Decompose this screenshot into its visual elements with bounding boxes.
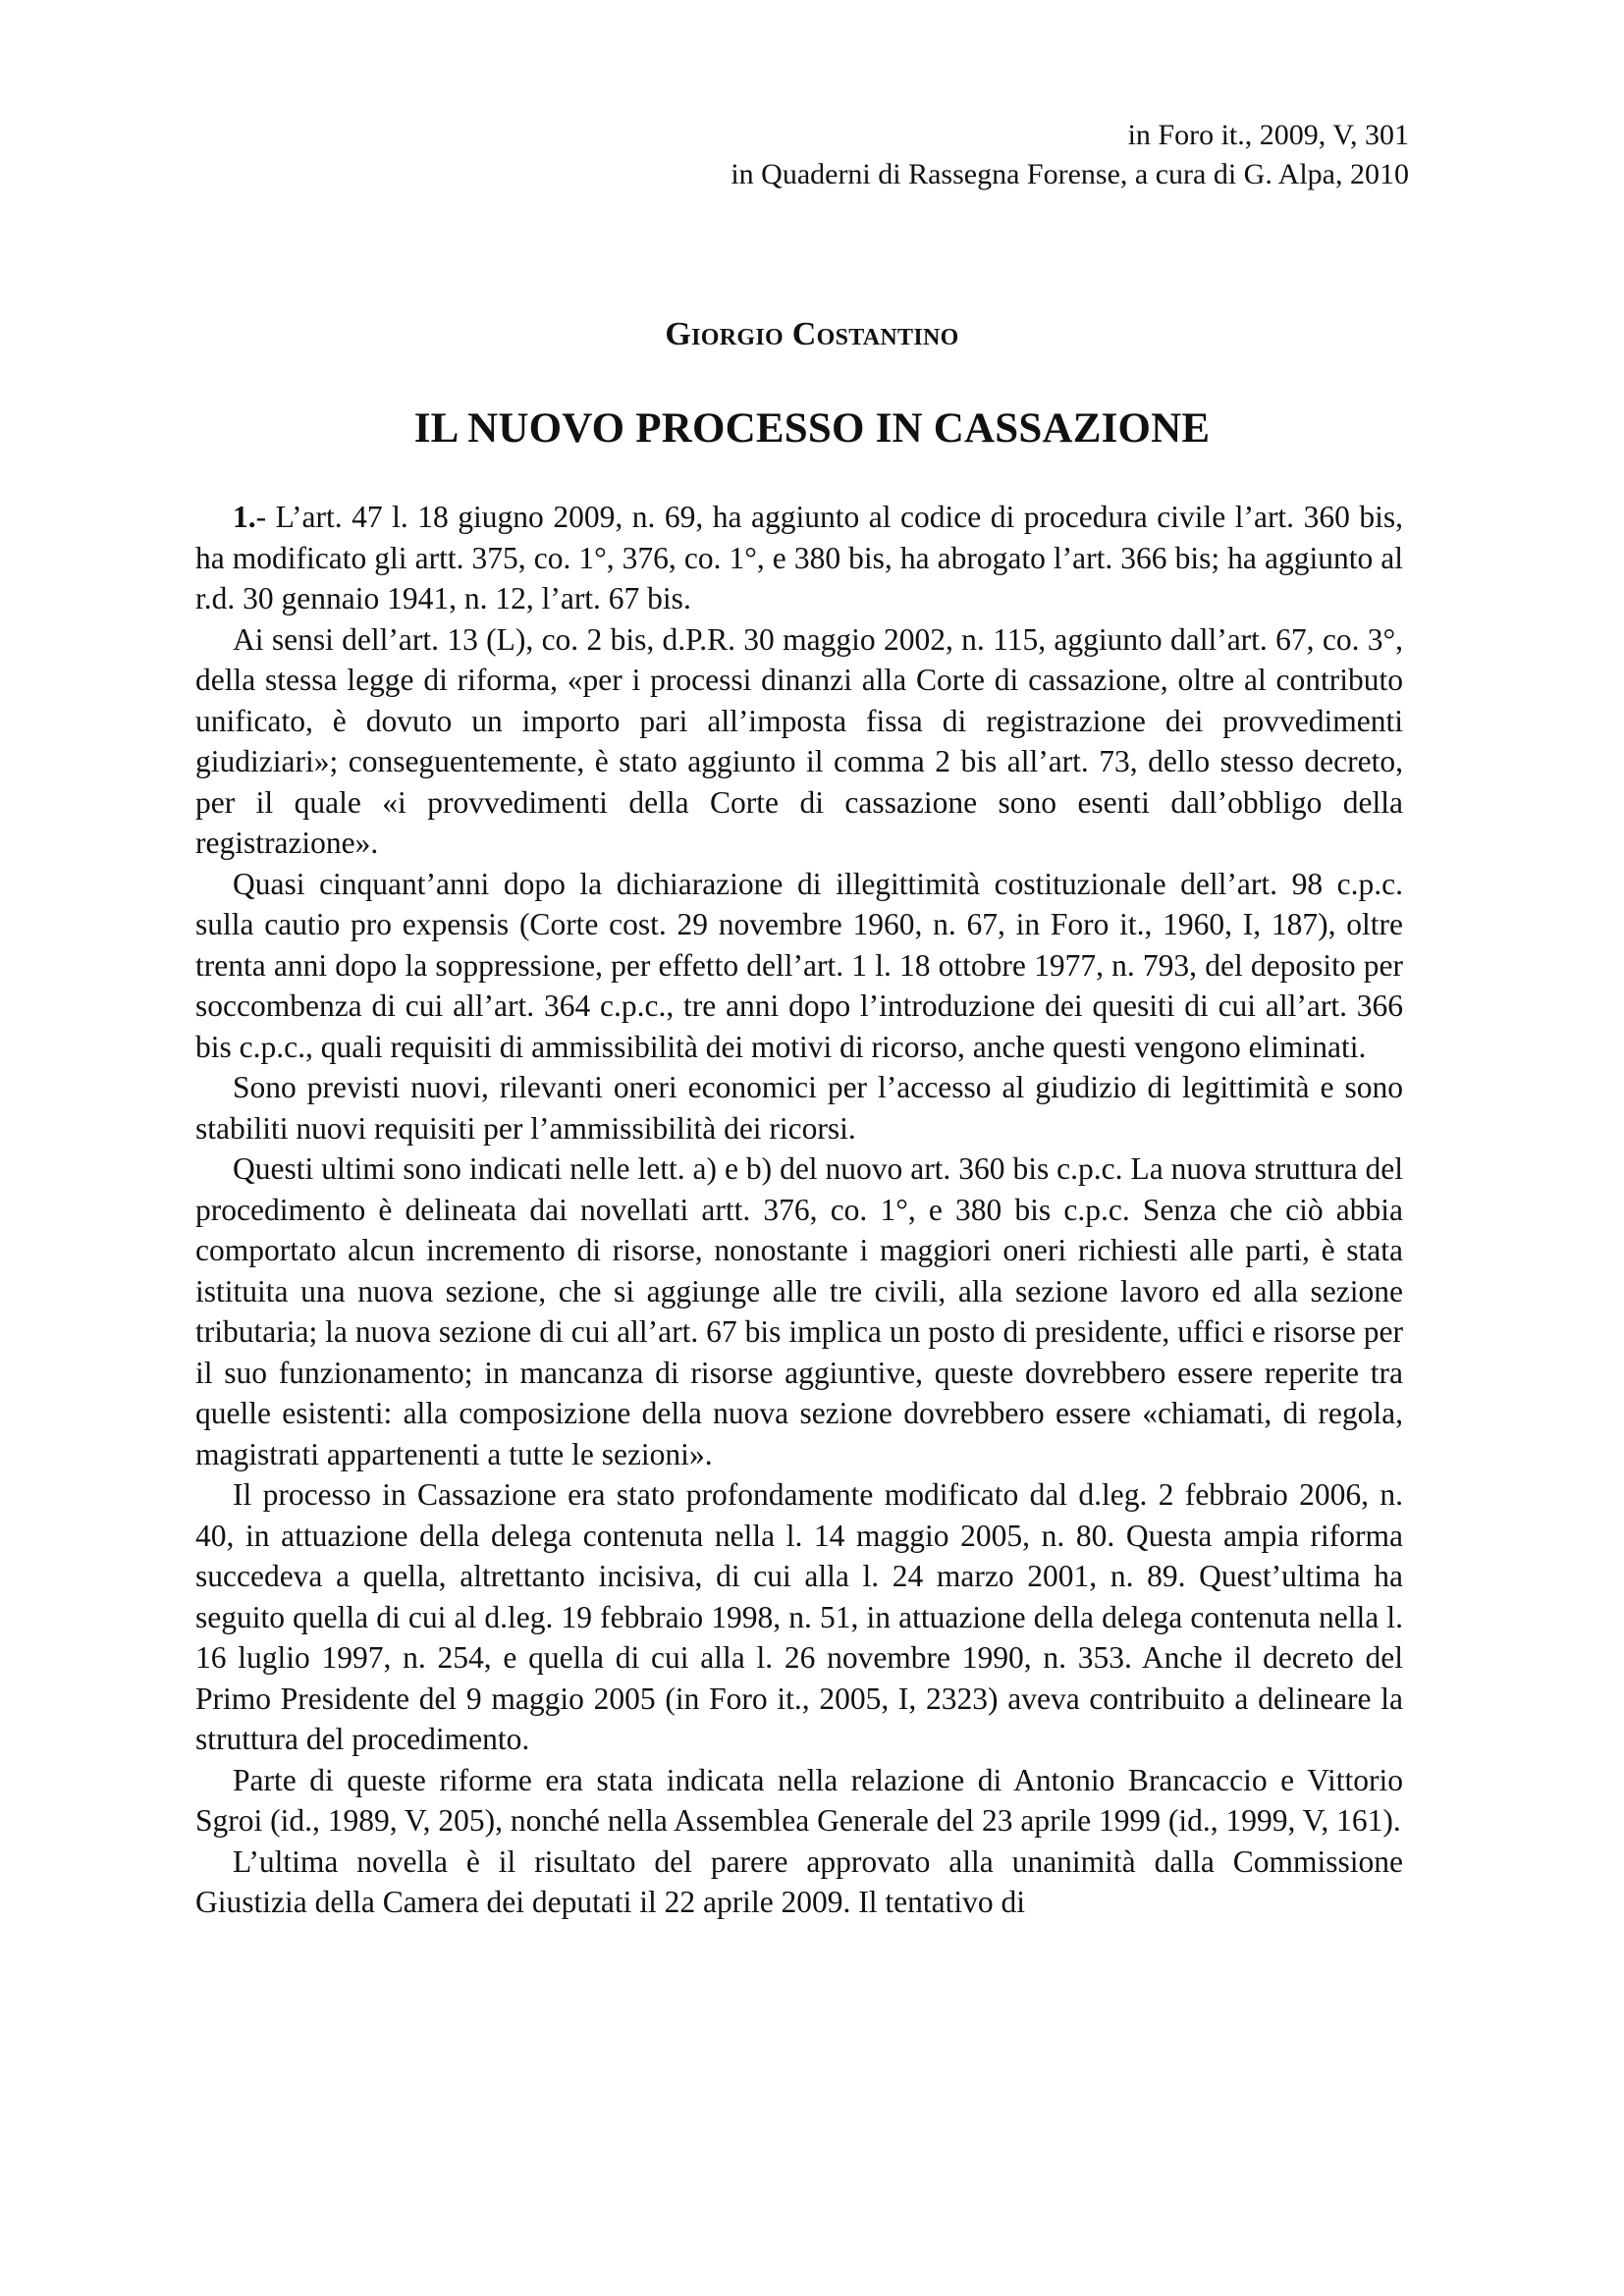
article-title: IL NUOVO PROCESSO IN CASSAZIONE <box>413 405 1211 452</box>
section-number: 1. <box>233 500 256 534</box>
citation-line-foro: in Foro it., 2009, V, 301 <box>1127 119 1409 151</box>
paragraph-4: Sono previsti nuovi, rilevanti oneri economici per l’accesso al giudizio di legittimità e sono stabiliti nuovi requisiti per l’ammissibilità dei ricorsi. <box>195 1070 1403 1146</box>
citation-block <box>731 116 1409 194</box>
citation-line-quaderni: in Quaderni di Rassegna Forense, a cura di G. Alpa, 2010 <box>731 158 1409 190</box>
paragraph-1 <box>195 497 1403 619</box>
paragraph-5: Questi ultimi sono indicati nelle lett. a) e b) del nuovo art. 360 bis c.p.c. La nuova struttura del procedimento è delineata dai novellati artt. 376, co. 1°, e 380 bis c.p.c. Senza che ciò abbia comportato alcun incremento di risorse, nonostante i maggiori oneri richiesti alle parti, è stata istituita una nuova sezione, che si aggiunge alle tre civili, alla sezione lavoro ed alla sezione tributaria; la nuova sezione di cui all’art. 67 bis implica un posto di presidente, uffici e risorse per il suo funzionamento; in mancanza di risorse aggiuntive, queste dovrebbero essere reperite tra quelle esistenti: alla composizione della nuova sezione dovrebbero essere «chiamati, di regola, magistrati appartenenti a tutte le sezioni». <box>195 1151 1403 1471</box>
paragraph-3: Quasi cinquant’anni dopo la dichiarazione di illegittimità costituzionale dell’art. 98 c.p.c. sulla cautio pro expensis (Corte cost. 29 novembre 1960, n. 67, in Foro it., 1960, I, 187), oltre trenta anni dopo la soppressione, per effetto dell’art. 1 l. 18 ottobre 1977, n. 793, del deposito per soccombenza di cui all’art. 364 c.p.c., tre anni dopo l’introduzione dei quesiti di cui all’art. 366 bis c.p.c., quali requisiti di ammissibilità dei motivi di ricorso, anche questi vengono eliminati. <box>195 866 1403 1064</box>
paragraph-2: Ai sensi dell’art. 13 (L), co. 2 bis, d.P.R. 30 maggio 2002, n. 115, aggiunto dall’art. 67, co. 3°, della stessa legge di riforma, «per i processi dinanzi alla Corte di cassazione, oltre al contributo unificato, è dovuto un importo pari all’imposta fissa di registrazione dei provvedimenti giudiziari»; conseguentemente, è stato aggiunto il comma 2 bis all’art. 73, dello stesso decreto, per il quale «i provvedimenti della Corte di cassazione sono esenti dall’obbligo della registrazione». <box>195 621 1403 860</box>
paragraph-1-text: - L’art. 47 l. 18 giugno 2009, n. 69, ha aggiunto al codice di procedura civile l’art. 360 bis, ha modificato gli artt. 375, co. 1°, 376, co. 1°, e 380 bis, ha abrogato l’art. 366 bis; ha aggiunto al r.d. 30 gennaio 1941, n. 12, l’art. 67 bis. <box>195 500 1403 615</box>
article-body <box>195 497 1403 1923</box>
author-name: Giorgio Costantino <box>665 316 959 352</box>
paragraph-7: Parte di queste riforme era stata indicata nella relazione di Antonio Brancaccio e Vittorio Sgroi (id., 1989, V, 205), nonché nella Assemblea Generale del 23 aprile 1999 (id., 1999, V, 161). <box>195 1762 1403 1838</box>
paragraph-6: Il processo in Cassazione era stato profondamente modificato dal d.leg. 2 febbraio 2006, n. 40, in attuazione della delega contenuta nella l. 14 maggio 2005, n. 80. Questa ampia riforma succedeva a quella, altrettanto incisiva, di cui alla l. 24 marzo 2001, n. 89. Quest’ultima ha seguito quella di cui al d.leg. 19 febbraio 1998, n. 51, in attuazione della delega contenuta nella l. 16 luglio 1997, n. 254, e quella di cui alla l. 26 novembre 1990, n. 353. Anche il decreto del Primo Presidente del 9 maggio 2005 (in Foro it., 2005, I, 2323) aveva contribuito a delineare la struttura del procedimento. <box>195 1477 1403 1756</box>
paragraph-8: L’ultima novella è il risultato del parere approvato alla unanimità dalla Commissione Giustizia della Camera dei deputati il 22 aprile 2009. Il tentativo di <box>195 1843 1403 1919</box>
